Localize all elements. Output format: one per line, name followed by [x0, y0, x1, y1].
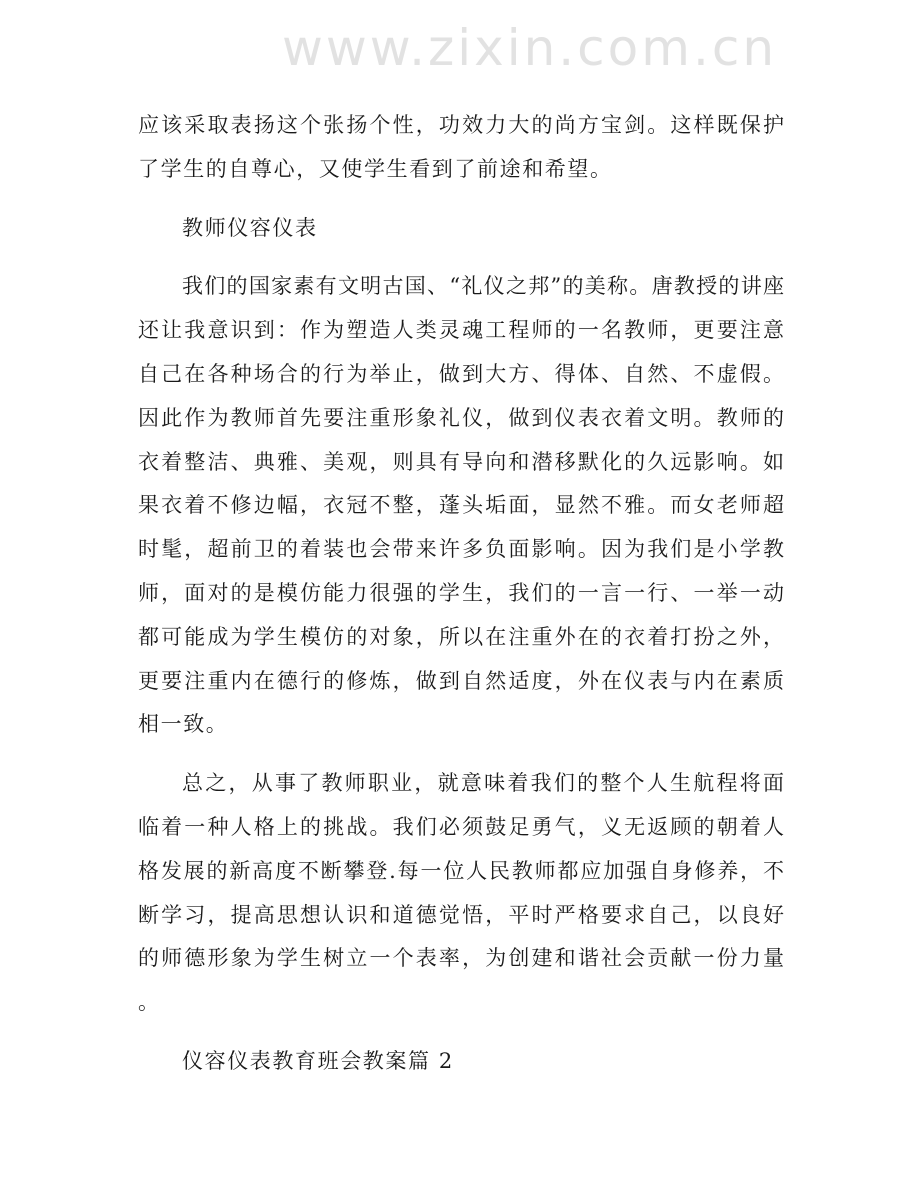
- text-line: 我们的国家素有文明古国、“礼仪之邦”的美称。唐教授的讲座: [182, 274, 784, 299]
- text-line: 师，面对的是模仿能力很强的学生，我们的一言一行、一举一动: [138, 581, 784, 605]
- text-line: 临着一种人格上的挑战。我们必须鼓足勇气，义无返顾的朝着人: [138, 815, 784, 839]
- watermark: www.zixin.com.cn: [282, 19, 778, 77]
- text-line: 断学习，提高思想认识和道德觉悟，平时严格要求自己，以良好: [138, 902, 784, 927]
- text-line: 相一致。: [138, 712, 229, 737]
- text-line: 总之，从事了教师职业，就意味着我们的整个人生航程将面: [182, 771, 784, 796]
- text-line: 果衣着不修边幅，衣冠不整，蓬头垢面，显然不雅。而女老师超: [138, 493, 784, 518]
- text-line: 时髦，超前卫的着装也会带来许多负面影响。因为我们是小学教: [138, 537, 784, 562]
- text-line: 教师仪容仪表: [182, 215, 318, 240]
- text-line: 因此作为教师首先要注重形象礼仪，做到仪表衣着文明。教师的: [138, 405, 784, 430]
- text-line: 应该采取表扬这个张扬个性，功效力大的尚方宝剑。这样既保护: [138, 113, 784, 137]
- text-line: 格发展的新高度不断攀登.每一位人民教师都应加强自身修养，不: [138, 858, 784, 883]
- text-line: 。: [138, 990, 161, 1015]
- text-line: 衣着整洁、典雅、美观，则具有导向和潜移默化的久远影响。如: [138, 449, 784, 474]
- text-line: 自己在各种场合的行为举止，做到大方、得体、自然、不虚假。: [138, 362, 784, 386]
- text-line: 都可能成为学生模仿的对象，所以在注重外在的衣着打扮之外，: [138, 624, 784, 649]
- text-line: 的师德形象为学生树立一个表率，为创建和谐社会贡献一份力量: [138, 946, 784, 971]
- text-line: 仪容仪表教育班会教案篇 2: [182, 1049, 454, 1073]
- text-line: 更要注重内在德行的修炼，做到自然适度，外在仪表与内在素质: [138, 668, 784, 693]
- text-line: 了学生的自尊心，又使学生看到了前途和希望。: [138, 156, 613, 181]
- text-line: 还让我意识到：作为塑造人类灵魂工程师的一名教师，更要注意: [138, 318, 784, 343]
